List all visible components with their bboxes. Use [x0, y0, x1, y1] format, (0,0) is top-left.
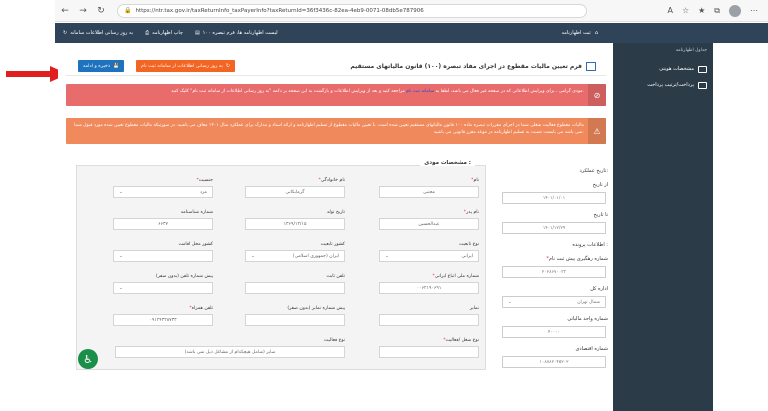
residence-country-group — [113, 242, 213, 262]
job-type-field[interactable] — [379, 346, 479, 358]
period-label: تاریخ عملکرد: — [579, 168, 608, 174]
forward-icon[interactable]: → — [79, 5, 87, 16]
refresh-data-link[interactable]: ↻ به روز رسانی اطلاعات سامانه — [63, 30, 134, 36]
sidebar-title: جداول اظهارنامه — [675, 48, 707, 53]
activity-type-group — [115, 338, 345, 358]
home-link[interactable]: ثبت اظهارنامه ⌂ — [561, 30, 598, 36]
nationality-type-group — [379, 242, 479, 262]
id-number-group — [113, 210, 213, 230]
refresh-icon[interactable]: ↻ — [97, 5, 105, 16]
first-name-field[interactable]: مجتبی — [379, 186, 479, 198]
phone-prefix-group — [113, 274, 213, 294]
phone-field[interactable] — [245, 282, 345, 294]
chevron-down-icon: ⌄ — [251, 253, 255, 259]
id-number-label: شماره شناسنامه — [180, 210, 213, 215]
nationality-group — [245, 242, 345, 262]
print-icon: ⎙ — [145, 30, 150, 36]
lock-icon: 🔒 — [124, 7, 132, 14]
fax-prefix-group — [245, 306, 345, 326]
activity-type-field[interactable]: سایر (شامل هیچکدام از مشاغل ذیل نمی باشد) — [115, 346, 345, 358]
activity-type-label: نوع فعالیت — [324, 338, 345, 343]
chevron-down-icon: ⌄ — [119, 253, 123, 259]
page-title: فرم تعیین مالیات مقطوع در اجرای مفاد تبصره (۱۰۰) قانون مالیاتهای مستقیم — [350, 62, 596, 71]
update-from-registration-button[interactable]: به روز رسانی اطلاعات از سامانه ثبت نام ↻ — [136, 60, 235, 72]
print-link[interactable]: ⎙ چاپ اظهارنامه — [145, 30, 183, 36]
fax-group — [379, 306, 479, 326]
economic-number-label: شماره اقتصادی — [575, 346, 608, 352]
from-date-field[interactable]: ۱۴۰۱/۰۱/۰۱ — [502, 192, 606, 204]
to-date-label: تا تاریخ — [593, 212, 608, 218]
fax-prefix-field[interactable] — [245, 314, 345, 326]
job-type-group: *نوع شغل /فعالیت — [379, 338, 479, 358]
browser-toolbar — [55, 0, 768, 22]
phone-prefix-select[interactable] — [113, 282, 213, 294]
birth-date-group — [245, 210, 345, 230]
refresh-icon: ↻ — [225, 63, 230, 69]
payment-icon — [698, 82, 707, 89]
fax-field[interactable] — [379, 314, 479, 326]
form-icon — [586, 62, 596, 71]
tracking-number-field[interactable]: ۲۰۲۸۶۷۰۰۳۳ — [502, 266, 606, 278]
main-content — [58, 50, 608, 411]
gender-select[interactable]: ⌄ مرد — [113, 186, 213, 198]
phone-label: تلفن ثابت — [326, 274, 345, 279]
taxpayer-panel-title: مشخصات مودی : — [420, 160, 475, 166]
star-icon[interactable]: ☆ — [681, 6, 690, 15]
residence-country-label: کشور محل اقامت — [178, 242, 213, 247]
to-date-field[interactable]: ۱۴۰۱/۱۲/۲۹ — [502, 222, 606, 234]
save-icon: 💾 — [113, 63, 120, 69]
office-select[interactable]: ⌄ شمال تهران — [502, 296, 606, 308]
favorites-icon[interactable]: ★ — [698, 6, 706, 15]
save-continue-button[interactable]: ذخیره و ادامه 💾 — [78, 60, 124, 72]
accessibility-icon[interactable]: ♿ — [78, 349, 98, 369]
id-number-field[interactable]: ۶۶۳۷ — [113, 218, 213, 230]
sidebar — [613, 43, 713, 411]
nationality-select[interactable]: ⌄ ایران (جمهوری اسلامی) — [245, 250, 345, 262]
chevron-down-icon: ⌄ — [119, 189, 123, 195]
last-name-group: *نام خانوادگی گرمابکانی — [245, 178, 345, 198]
chevron-down-icon: ⌄ — [119, 285, 123, 291]
tax-unit-field[interactable]: ۴۰۰۰۰ — [502, 326, 606, 338]
panel-header — [66, 58, 606, 76]
phone-prefix-label: پیش شماره تلفن (بدون صفر) — [155, 274, 213, 279]
national-id-group: *شماره ملی اتباع ایرانی ۰۰۶۲۱۹۰۶۹۱ — [379, 274, 479, 294]
url-text: https://ntr.tax.gov.ir/taxReturnInfo_taxPayerInfo?taxReturnId=36f3436c-82ea-4eb9-0071-08db5e787906 — [135, 7, 424, 14]
tracking-number-label: *شماره رهگیری پیش ثبت نام — [546, 256, 608, 262]
collections-icon[interactable]: ⧉ — [714, 5, 720, 15]
address-bar[interactable] — [117, 4, 587, 18]
read-aloud-icon[interactable]: A — [667, 6, 673, 15]
period-and-case-info — [498, 160, 608, 368]
first-name-group: *نام مجتبی — [379, 178, 479, 198]
tax-unit-label: شماره واحد مالیاتی — [567, 316, 608, 322]
sidebar-item-payment[interactable]: پرداخت/ترتیب پرداخت — [613, 77, 713, 93]
more-menu-icon[interactable]: ⋯ — [750, 6, 758, 15]
father-name-group: *نام پدر عبدالحسین — [379, 210, 479, 230]
national-id-field[interactable]: ۰۰۶۲۱۹۰۶۹۱ — [379, 282, 479, 294]
economic-number-field[interactable]: ۱۰۸۷۸۲۰۴۵۲۰۲ — [502, 356, 606, 368]
office-label: اداره کل — [590, 286, 608, 292]
warning-icon: ⚠ — [588, 118, 606, 144]
last-name-field[interactable]: گرمابکانی — [245, 186, 345, 198]
father-name-field[interactable]: عبدالحسین — [379, 218, 479, 230]
fax-prefix-label: پیش شماره نمابر (بدون صفر) — [287, 306, 345, 311]
chevron-down-icon: ⌄ — [385, 253, 389, 259]
taxpayer-panel — [76, 160, 486, 370]
case-info-label: اطلاعات پرونده : — [572, 242, 608, 248]
sidebar-item-identity[interactable]: مشخصات هویتی — [613, 61, 713, 77]
fax-label: نمابر — [469, 306, 479, 311]
birth-date-label: تاریخ تولد — [326, 210, 345, 215]
nationality-label: کشور تابعیت — [320, 242, 345, 247]
sync-icon: ↻ — [63, 30, 68, 36]
chevron-down-icon: ⌄ — [508, 299, 512, 305]
residence-country-select[interactable] — [113, 250, 213, 262]
registration-link[interactable]: سامانه ثبت نام — [406, 89, 435, 94]
back-icon[interactable]: ← — [61, 5, 69, 16]
profile-avatar[interactable] — [729, 5, 741, 17]
phone-group — [245, 274, 345, 294]
gender-group: *جنسیت ⌄ مرد — [113, 178, 213, 198]
app-topbar — [55, 23, 768, 43]
from-date-label: از تاریخ — [592, 182, 608, 188]
mobile-group: *تلفن همراه ۰۹۱۲۴۳۲۸۷۳۳ — [113, 306, 213, 326]
home-icon: ⌂ — [594, 30, 598, 36]
nationality-type-select[interactable]: ⌄ ایرانی — [379, 250, 479, 262]
nationality-type-label: نوع تابعیت — [459, 242, 479, 247]
mobile-field[interactable]: ۰۹۱۲۴۳۲۸۷۳۳ — [113, 314, 213, 326]
ban-icon: ⊘ — [588, 84, 606, 106]
edit-info-alert: مودی گرامی ، برای ویرایش اطلاعاتی که در صفحه غیر فعال می باشد، لطفا به سامانه ثبت نام مراجعه کنید و بعد از ویرایش اطلاعات و بازگشت به این صفحه بر دکمه "به روز رسانی اطلاعات از سامانه ثبت نام" کلیک کنید. ⊘ — [66, 84, 606, 106]
list-icon: ▤ — [194, 30, 200, 36]
fixed-tax-alert: مالیات مقطوع فعالیت شغلی شما در اجرای مقررات تبصره ماده ۱۰۰ قانون مالیاتهای مستقیم تعیین شده است. با تعیین مالیات مقطوع از تسلیم اظهارنامه و ارائه اسناد و مدارک برای عملکرد سال ۱۴۰۱ معاف می باشید. در صورتیکه مالیات مقطوع تعیین شده مورد قبول شما نمی باشد می بایست نسبت به تسلیم اظهارنامه در موعد مقرر قانونی می باشید. ⚠ — [66, 118, 606, 144]
list-link[interactable]: ▤ لیست اظهارنامه ها، فرم تبصره ۱۰۰ — [194, 30, 278, 36]
id-card-icon — [698, 66, 707, 73]
birth-date-field[interactable]: ۱۳۶۹/۱۲/۱۵ — [245, 218, 345, 230]
